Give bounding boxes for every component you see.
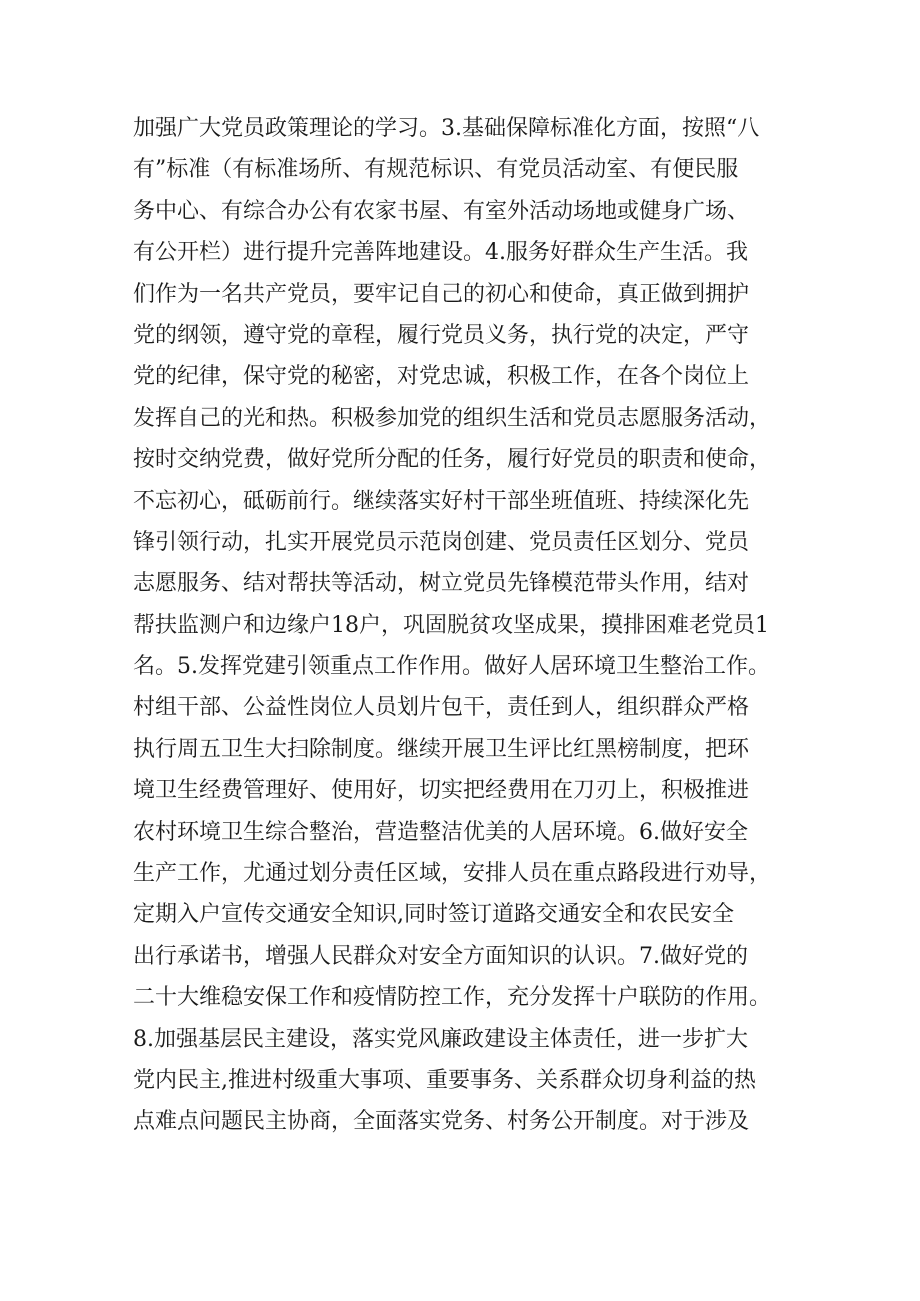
text-line: 名。5.发挥党建引领重点工作作用。做好人居环境卫生整治工作。 (133, 654, 770, 680)
text-line: 点难点问题民主协商，全面落实党务、村务公开制度。对于涉及 (133, 1109, 750, 1135)
text-line: 加强广大党员政策理论的学习。3.基础保障标准化方面，按照“八 (133, 116, 760, 141)
text-line: 生产工作，尤通过划分责任区域，安排人员在重点路段进行劝导， (133, 861, 772, 887)
text-line: 境卫生经费管理好、使用好，切实把经费用在刀刃上，积极推进 (133, 778, 750, 804)
text-line: 8.加强基层民主建设，落实党风廉政建设主体责任，进一步扩大 (133, 1026, 748, 1052)
text-line: 党的纲领，遵守党的章程，履行党员义务，执行党的决定，严守 (133, 322, 750, 348)
text-line: 定期入户宣传交通安全知识,同时签订道路交通安全和农民安全 (133, 902, 734, 928)
text-line: 务中心、有综合办公有农家书屋、有室外活动场地或健身广场、 (133, 198, 750, 224)
text-line: 不忘初心，砥砺前行。继续落实好村干部坐班值班、持续深化先 (133, 488, 750, 514)
text-line: 帮扶监测户和边缘户18户，巩固脱贫攻坚成果，摸排困难老党员1 (133, 612, 769, 638)
text-line: 村组干部、公益性岗位人员划片包干，责任到人，组织群众严格 (133, 695, 750, 721)
text-line: 二十大维稳安保工作和疫情防控工作，充分发挥十户联防的作用。 (133, 985, 772, 1011)
text-line: 党内民主,推进村级重大事项、重要事务、关系群众切身利益的热 (133, 1067, 756, 1093)
text-line: 锋引领行动，扎实开展党员示范岗创建、党员责任区划分、党员 (133, 529, 750, 555)
body-paragraph (133, 108, 813, 1143)
text-line: 有”标准（有标准场所、有规范标识、有党员活动室、有便民服 (133, 157, 739, 183)
text-line: 有公开栏）进行提升完善阵地建设。4.服务好群众生产生活。我 (133, 240, 748, 266)
text-line: 们作为一名共产党员，要牢记自己的初心和使命，真正做到拥护 (133, 281, 750, 307)
text-line: 党的纪律，保守党的秘密，对党忠诚，积极工作，在各个岗位上 (133, 364, 750, 390)
text-line: 执行周五卫生大扫除制度。继续开展卫生评比红黑榜制度，把环 (133, 736, 750, 762)
text-line: 发挥自己的光和热。积极参加党的组织生活和党员志愿服务活动， (133, 405, 772, 431)
text-line: 农村环境卫生综合整治，营造整洁优美的人居环境。6.做好安全 (133, 819, 748, 845)
text-line: 出行承诺书，增强人民群众对安全方面知识的认识。7.做好党的 (133, 943, 748, 969)
text-line: 志愿服务、结对帮扶等活动，树立党员先锋模范带头作用，结对 (133, 571, 750, 597)
text-line: 按时交纳党费，做好党所分配的任务，履行好党员的职责和使命， (133, 447, 772, 473)
